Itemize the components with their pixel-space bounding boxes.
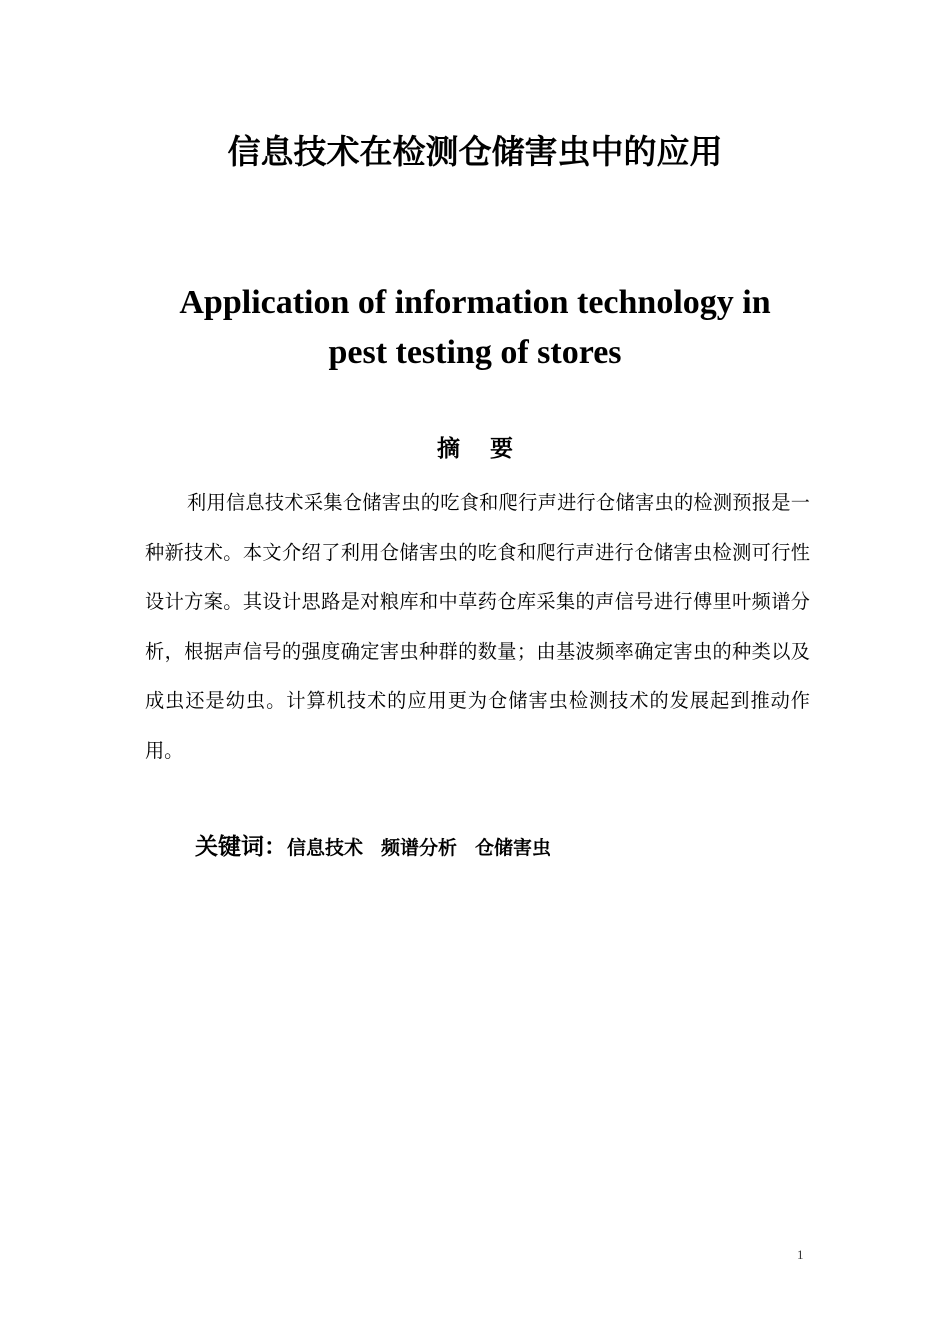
title-en-line-1: Application of information technology in xyxy=(179,284,771,321)
keywords-label: 关键词： xyxy=(195,834,287,860)
keyword-item: 信息技术 xyxy=(287,837,364,859)
page-title-english xyxy=(120,278,830,378)
title-en-line-2: pest testing of stores xyxy=(328,334,622,371)
keyword-item: 频谱分析 xyxy=(381,837,458,859)
abstract-body: 利用信息技术采集仓储害虫的吃食和爬行声进行仓储害虫的检测预报是一种新技术。本文介绍了利用仓储害虫的吃食和爬行声进行仓储害虫检测可行性设计方案。其设计思路是对粮库和中草药仓库采集的声信号进行傅里叶频谱分析，根据声信号的强度确定害虫种群的数量；由基波频率确定害虫的种类以及成虫还是幼虫。计算机技术的应用更为仓储害虫检测技术的发展起到推动作用。 xyxy=(145,491,810,762)
keywords-line xyxy=(195,830,569,865)
page-title-chinese: 信息技术在检测仓储害虫中的应用 xyxy=(227,132,723,171)
abstract-heading: 摘要 xyxy=(437,436,543,462)
page-number: 1 xyxy=(797,1247,804,1262)
keyword-item: 仓储害虫 xyxy=(475,837,552,859)
